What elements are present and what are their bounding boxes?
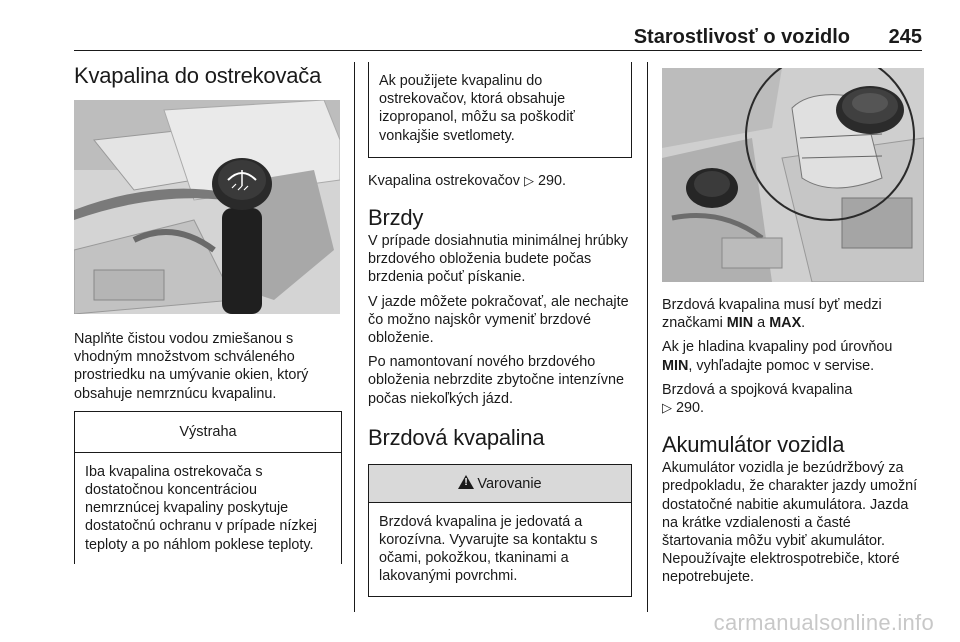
watermark: carmanualsonline.info [713, 610, 934, 635]
min-label: MIN [662, 357, 689, 374]
level-text-a: Brzdová kvapalina musí byť medzi značkami [662, 297, 882, 332]
brake-reservoir-illustration [662, 68, 924, 282]
caution-box [74, 411, 342, 564]
level-text-b: a [757, 315, 766, 332]
page-number: 245 [888, 26, 922, 48]
warning-title: Varovanie [477, 475, 542, 492]
running-title: Starostlivosť o vozidlo [633, 26, 850, 48]
column-brakes [368, 62, 632, 597]
level-text-c: . [801, 315, 806, 332]
warning-triangle-icon [458, 475, 474, 489]
min-mark-label: MIN [726, 315, 754, 332]
brake-clutch-page: 290. [676, 400, 705, 417]
column-divider-1 [354, 62, 355, 612]
column-brake-fluid-battery [662, 62, 924, 593]
brakes-paragraph-3: Po namontovaní nového brzdového obloženia nebrzdite zbytočne intenzívne počas niekoľkých jázd. [368, 354, 625, 407]
warning-text: Brzdová kvapalina je jedovatá a korozívna. Vyvarujte sa kontaktu s očami, pokožkou, tkaninami a lakovanými povrchmi. [379, 513, 598, 585]
max-mark-label: MAX [769, 315, 802, 332]
brake-fluid-level-text [662, 296, 924, 332]
caution-title: Výstraha [75, 411, 341, 453]
page-header [74, 22, 922, 51]
column-divider-2 [647, 62, 648, 612]
below-min-text [662, 338, 924, 374]
column-washer-fluid [74, 62, 342, 564]
heading-brake-fluid: Brzdová kvapalina [368, 424, 545, 450]
washer-fill-instruction: Naplňte čistou vodou zmiešanou s vhodným množstvom schváleného prostriedku na umývanie okien, ktorý obsahuje nemrznúcu kvapalinu. [74, 331, 309, 402]
below-min-text-a: Ak je hladina kvapaliny pod úrovňou [662, 339, 893, 356]
brake-clutch-label: Brzdová a spojková kvapalina [662, 381, 853, 398]
brake-fluid-reservoir-photo [662, 68, 924, 282]
washer-reservoir-illustration [74, 100, 340, 314]
reference-page: 290. [538, 172, 567, 189]
warning-box [368, 464, 632, 597]
isopropanol-note-box [368, 62, 632, 158]
heading-vehicle-battery: Akumulátor vozidla [662, 432, 845, 458]
below-min-text-b: , vyhľadajte pomoc v servise. [688, 357, 875, 374]
brakes-paragraph-1: V prípade dosiahnutia minimálnej hrúbky brzdového obloženia budete počas brzdenia počuť pískanie. [368, 233, 628, 286]
warning-header [369, 464, 631, 503]
reference-arrow-icon: ▷ [524, 172, 534, 188]
isopropanol-note: Ak použijete kvapalinu do ostrekovačov, ktorá obsahuje izopropanol, môžu sa poškodiť vonkajšie svetlomety. [379, 73, 575, 144]
battery-text: Akumulátor vozidla je bezúdržbový za predpokladu, že charakter jazdy umožní dostatočné nabitie akumulátora. Jazda na krátke vzdialenosti a časté štartovania môžu vybiť akumulátor. Nepoužívajte elektrospotrebiče, ktoré nepotrebujete. [662, 460, 918, 586]
washer-reservoir-photo [74, 100, 340, 314]
brake-clutch-fluid-reference [662, 381, 924, 417]
heading-brakes: Brzdy [368, 205, 424, 231]
reference-label: Kvapalina ostrekovačov [368, 172, 520, 189]
caution-text: Iba kvapalina ostrekovača s dostatočnou koncentráciou nemrznúcej kvapaliny poskytuje dostatočnú ochranu v prípade nízkej teploty a po náhlom poklese teploty. [85, 463, 317, 553]
brakes-paragraph-2: V jazde môžete pokračovať, ale nechajte čo možno najskôr vymeniť brzdové obloženie. [368, 293, 629, 347]
heading-washer-fluid: Kvapalina do ostrekovača [74, 63, 322, 88]
reference-arrow-icon: ▷ [662, 400, 672, 416]
washer-fluid-reference [368, 172, 632, 190]
